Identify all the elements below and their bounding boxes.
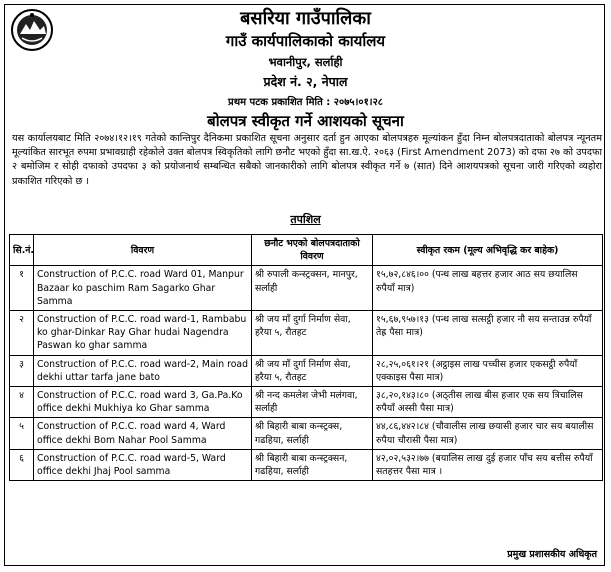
- row-description: Construction of P.C.C. road ward-5, Ward office dekhi Jhaj Pool samma: [34, 449, 252, 480]
- row-amount: ४४,८६,४४२।८४ (चौवालीस लाख छयासी हजार चार सय बयालीस रुपैया चौरासी पैसा मात्र): [373, 418, 603, 449]
- row-description: Construction of P.C.C. road ward-1, Rambabu ko ghar-Dinkar Ray Ghar hudai Nagendra Paswan ko ghar samma: [34, 311, 252, 356]
- table-row: [10, 266, 603, 311]
- table-row: [10, 355, 603, 386]
- row-bidder: श्री जय माँ दुर्गा निर्माण सेवा, हरैया ५, रौतहट: [252, 355, 373, 386]
- row-sn: २: [10, 311, 34, 356]
- table-row: [10, 418, 603, 449]
- row-bidder: श्री बिहारी बाबा कन्स्ट्रक्सन, गढहिया, सर्लाही: [252, 449, 373, 480]
- row-sn: ६: [10, 449, 34, 480]
- signatory: प्रमुख प्रशासकीय अधिकृत: [507, 549, 597, 560]
- row-description: Construction of P.C.C. road ward 4, Ward office dekhi Bom Nahar Pool Samma: [34, 418, 252, 449]
- row-amount: ३८,२०,१४३।८० (अठ्तीस लाख बीस हजार एक सय त्रिचालिस रुपैयाँ अस्सी पैसा मात्र): [373, 387, 603, 418]
- row-amount: १५,७२,८४६।०० (पन्ध लाख बहत्तर हजार आठ सय छयालिस रुपैयाँ मात्र): [373, 266, 603, 311]
- table-title: तपशिल: [290, 213, 321, 226]
- header-description: विवरण: [34, 235, 252, 266]
- row-amount: १५,६७,९५७।१३ (पन्ध लाख सत्सट्ठी हजार नौ सय सन्ताउन्न रुपैयाँ तेह्र पैसा मात्र): [373, 311, 603, 356]
- row-amount: २८,२५,०६१।२१ (अट्ठाइस लाख पच्चीस हजार एकसट्ठी रुपैयाँ एक्काइस पैसा मात्र): [373, 355, 603, 386]
- province-line: प्रदेश नं. २, नेपाल: [263, 74, 348, 89]
- office-name: बसरिया गाउँपालिका: [240, 8, 371, 29]
- table-row: [10, 311, 603, 356]
- bid-details-table: [9, 234, 603, 481]
- table-header-row: [10, 235, 603, 266]
- row-sn: ५: [10, 418, 34, 449]
- header-amount: स्वीकृत रकम (मूल्य अभिवृद्धि कर बाहेक): [373, 235, 603, 266]
- publication-date: प्रथम पटक प्रकाशित मिति : २०७५।०१।२८: [228, 97, 383, 108]
- notice-body: यस कार्यालयबाट मिति २०७४।१२।१९ गतेको कान्तिपुर दैनिकमा प्रकाशित सूचना अनुसार दर्ता हुन आएका बोलपत्रहरु मूल्यांकन हुँदा निम्न बोलपत्रदाताको बोलपत्र न्यूनतम मूल्यांकित सारभूत रुपमा प्रभावग्राही रहेकोले उक्त बोलपत्र स्विकृतिको लागि छनौट भएको हुँदा सा.ख.ऐ. २०६३ (First Amendment 2073) को दफा २७ को उपदफा २ बमोजिम र सोही दफाको उपदफा ३ को प्रयोजनार्थ सम्बन्धित सबैको जानकारीको लागि बोलपत्र स्वीकृत गर्ने ७ (सात) दिने आशयपत्रको सूचना जारी गरिएको व्यहोरा प्रकाशित गरिएको छ ।: [12, 133, 602, 187]
- row-bidder: श्री बिहारी बाबा कन्स्ट्रक्स, गढहिया, सर्लाही: [252, 418, 373, 449]
- row-bidder: श्री नन्द कमलेश जेभी मलंगवा, सर्लाही: [252, 387, 373, 418]
- office-address: भवानीपुर, सर्लाही: [268, 55, 343, 69]
- header-bidder: छनौट भएको बोलपत्रदाताको विवरण: [252, 235, 373, 266]
- header-sn: सि.नं.: [10, 235, 34, 266]
- row-bidder: श्री रुपाली कन्स्ट्रक्सन, मानपुर, सर्लाही: [252, 266, 373, 311]
- row-amount: ४२,०२,५३२।७७ (बयालिस लाख दुई हजार पाँच सय बत्तीस रुपैयाँ सतहत्तर पैसा मात्र ।: [373, 449, 603, 480]
- row-bidder: श्री जय माँ दुर्गा निर्माण सेवा, हरैया ५, रौतहट: [252, 311, 373, 356]
- table-row: [10, 387, 603, 418]
- table-row: [10, 449, 603, 480]
- row-sn: ३: [10, 355, 34, 386]
- notice-title: बोलपत्र स्वीकृत गर्ने आशयको सूचना: [207, 112, 404, 130]
- row-description: Construction of P.C.C. road Ward 01, Manpur Bazaar ko paschim Ram Sagarko Ghar Samma: [34, 266, 252, 311]
- row-sn: ४: [10, 387, 34, 418]
- row-description: Construction of P.C.C. road ward-2, Main road dekhi uttar tarfa jane bato: [34, 355, 252, 386]
- row-description: Construction of P.C.C. road ward 3, Ga.Pa.Ko office dekhi Mukhiya ko Ghar samma: [34, 387, 252, 418]
- sub-office-name: गाउँ कार्यपालिकाको कार्यालय: [225, 32, 386, 50]
- row-sn: १: [10, 266, 34, 311]
